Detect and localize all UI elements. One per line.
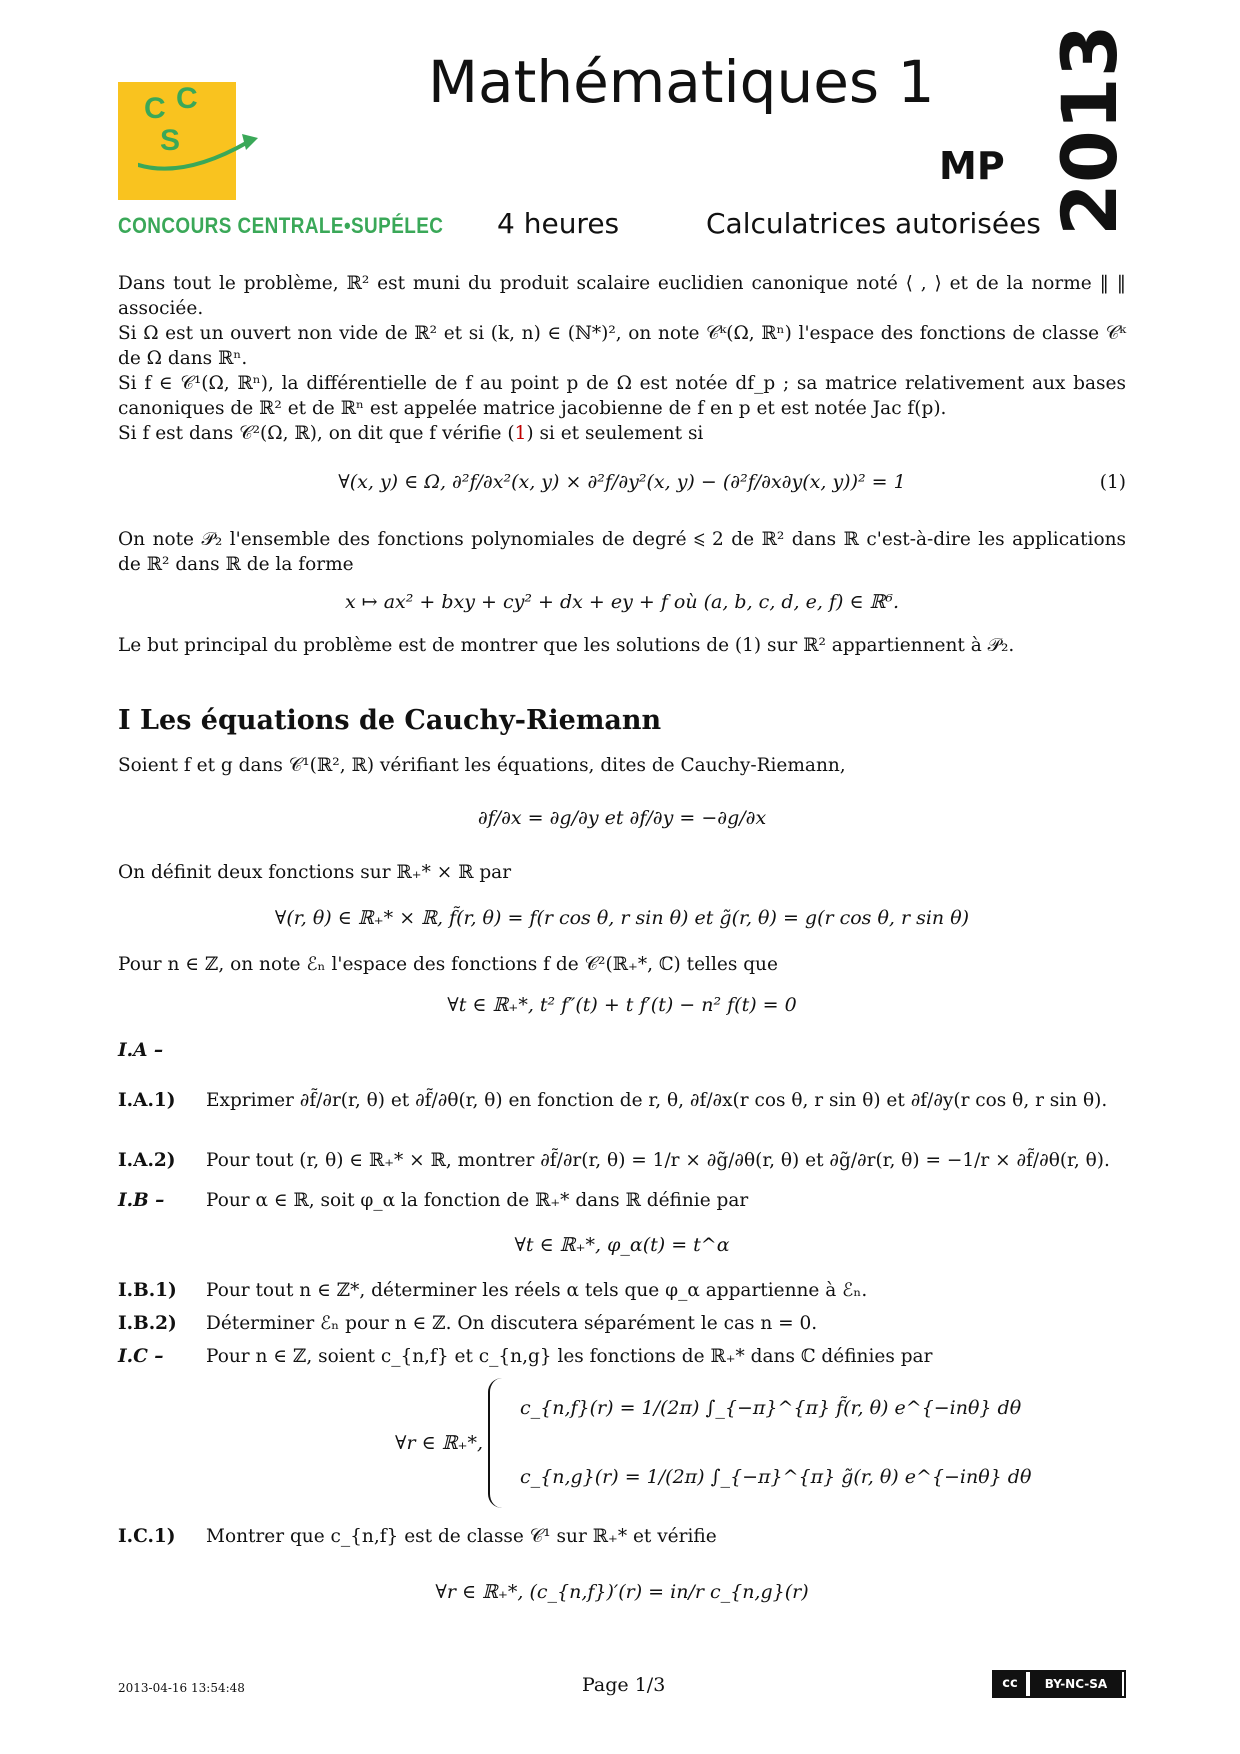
question-IA — [118, 1040, 206, 1061]
logo-text: CONCOURS CENTRALE•SUPÉLEC — [118, 213, 444, 238]
cauchy-riemann-equations: ∂f/∂x = ∂g/∂y et ∂f/∂y = −∂g/∂x — [477, 807, 767, 829]
question-text: Pour α ∈ ℝ, soit φ_α la fonction de ℝ₊* dans ℝ définie par — [206, 1190, 749, 1211]
question-IB1 — [118, 1280, 867, 1301]
year-label: 2013 — [1045, 24, 1134, 236]
intro-block — [118, 271, 1126, 446]
question-text: Exprimer ∂f̃/∂r(r, θ) et ∂f̃/∂θ(r, θ) en fonction de r, θ, ∂f/∂x(r cos θ, r sin θ) et ∂f/∂y(r cos θ, r sin θ). — [206, 1090, 1108, 1111]
brace-icon — [488, 1378, 514, 1508]
intro-block-2 — [118, 527, 1126, 577]
section1-paragraph-1: Soient f et g dans 𝒞¹(ℝ², ℝ) vérifiant les équations, dites de Cauchy-Riemann, — [118, 755, 846, 776]
question-label: I.B.1) — [118, 1280, 177, 1301]
question-label: I.C.1) — [118, 1526, 176, 1547]
system-lhs: ∀r ∈ ℝ₊*, — [395, 1432, 484, 1454]
intro-paragraph-2: Si Ω est un ouvert non vide de ℝ² et si (k, n) ∈ (ℕ*)², on note 𝒞ᵏ(Ω, ℝⁿ) l'espace des fonctions de classe 𝒞ᵏ de Ω dans ℝⁿ. — [118, 323, 1126, 369]
euler-equation: ∀t ∈ ℝ₊*, t² f″(t) + t f′(t) − n² f(t) = 0 — [447, 994, 797, 1016]
intro-paragraph-1: Dans tout le problème, ℝ² est muni du produit scalaire euclidien canonique noté ⟨ , ⟩ et de la norme ‖ ‖ associée. — [118, 273, 1126, 319]
equation-2: x ↦ ax² + bxy + cy² + dx + ey + f où (a, b, c, d, e, f) ∈ ℝ⁶. — [345, 591, 899, 613]
c-nf-definition: c_{n,f}(r) = 1/(2π) ∫_{−π}^{π} f̃(r, θ) e^{−inθ} dθ — [520, 1397, 1022, 1419]
question-IA1 — [118, 1090, 1126, 1111]
duration-label: 4 heures — [497, 207, 620, 240]
svg-text:C: C — [144, 92, 166, 125]
question-label: I.A.2) — [118, 1150, 176, 1171]
intro-paragraph-5: On note 𝒫₂ l'ensemble des fonctions polynomiales de degré ⩽ 2 de ℝ² dans ℝ c'est-à-dire les applications de ℝ² dans ℝ de la forme — [118, 529, 1126, 575]
intro-paragraph-4 — [118, 421, 1126, 446]
question-label: I.B – — [118, 1190, 165, 1211]
intro-paragraph-6: Le but principal du problème est de montrer que les solutions de (1) sur ℝ² appartiennent à 𝒫₂. — [118, 635, 1015, 656]
question-label: I.A – — [118, 1040, 164, 1061]
timestamp: 2013-04-16 13:54:48 — [118, 1681, 245, 1695]
question-IB — [118, 1190, 748, 1211]
question-label: I.C – — [118, 1346, 164, 1367]
svg-text:C: C — [176, 82, 198, 115]
page-number: Page 1/3 — [582, 1674, 666, 1696]
polar-definition-equation: ∀(r, θ) ∈ ℝ₊* × ℝ, f̃(r, θ) = f(r cos θ, r sin θ) et g̃(r, θ) = g(r cos θ, r sin θ) — [274, 907, 970, 929]
section-title: I Les équations de Cauchy-Riemann — [118, 705, 662, 736]
intro-p4-a: Si f est dans 𝒞²(Ω, ℝ), on dit que f vérifie ( — [118, 423, 515, 444]
question-text: Pour n ∈ ℤ, soient c_{n,f} et c_{n,g} les fonctions de ℝ₊* dans ℂ définies par — [206, 1346, 933, 1367]
question-IA2 — [118, 1150, 1126, 1171]
question-text: Déterminer ℰₙ pour n ∈ ℤ. On discutera séparément le cas n = 0. — [206, 1313, 818, 1334]
creative-commons-icon: cc — [994, 1672, 1026, 1696]
track-label: MP — [939, 144, 1005, 188]
phi-definition-equation: ∀t ∈ ℝ₊*, φ_α(t) = t^α — [514, 1234, 730, 1256]
derivative-equation: ∀r ∈ ℝ₊*, (c_{n,f})′(r) = in/r c_{n,g}(r) — [435, 1581, 809, 1603]
c-ng-definition: c_{n,g}(r) = 1/(2π) ∫_{−π}^{π} g̃(r, θ) e^{−inθ} dθ — [520, 1466, 1032, 1488]
intro-paragraph-3: Si f ∈ 𝒞¹(Ω, ℝⁿ), la différentielle de f au point p de Ω est notée df_p ; sa matrice relativement aux bases canoniques de ℝ² et de ℝⁿ est appelée matrice jacobienne de f en p et est notée Jac f(p). — [118, 373, 1126, 419]
question-text: Pour tout n ∈ ℤ*, déterminer les réels α tels que φ_α appartienne à ℰₙ. — [206, 1280, 868, 1301]
question-label: I.B.2) — [118, 1313, 177, 1334]
question-IB2 — [118, 1313, 817, 1334]
svg-text:S: S — [160, 124, 181, 157]
license-label: BY-NC-SA — [1030, 1672, 1122, 1696]
logo-square — [118, 82, 236, 200]
equation-1: ∀(x, y) ∈ Ω, ∂²f/∂x²(x, y) × ∂²f/∂y²(x, y) − (∂²f/∂x∂y(x, y))² = 1 — [338, 471, 906, 493]
license-badge[interactable] — [992, 1670, 1126, 1698]
question-label: I.A.1) — [118, 1090, 176, 1111]
equation-1-row — [118, 470, 1126, 500]
calculators-label: Calculatrices autorisées — [706, 207, 1041, 240]
question-IC — [118, 1346, 932, 1367]
question-text: Montrer que c_{n,f} est de classe 𝒞¹ sur ℝ₊* et vérifie — [206, 1526, 717, 1547]
page-title: Mathématiques 1 — [428, 48, 935, 116]
section1-paragraph-3: Pour n ∈ ℤ, on note ℰₙ l'espace des fonctions f de 𝒞²(ℝ₊*, ℂ) telles que — [118, 954, 778, 975]
logo-mark-icon — [138, 82, 278, 182]
question-text: Pour tout (r, θ) ∈ ℝ₊* × ℝ, montrer ∂f̃/∂r(r, θ) = 1/r × ∂g̃/∂θ(r, θ) et ∂g̃/∂r(r, θ) = −1/r × ∂f̃/∂θ(r, θ). — [206, 1150, 1110, 1171]
section1-paragraph-2: On définit deux fonctions sur ℝ₊* × ℝ par — [118, 862, 512, 883]
question-IC1 — [118, 1526, 717, 1547]
equation-1-number: (1) — [1099, 472, 1126, 493]
intro-p4-b: ) si et seulement si — [526, 423, 704, 444]
equation-ref-link[interactable]: 1 — [514, 423, 527, 444]
